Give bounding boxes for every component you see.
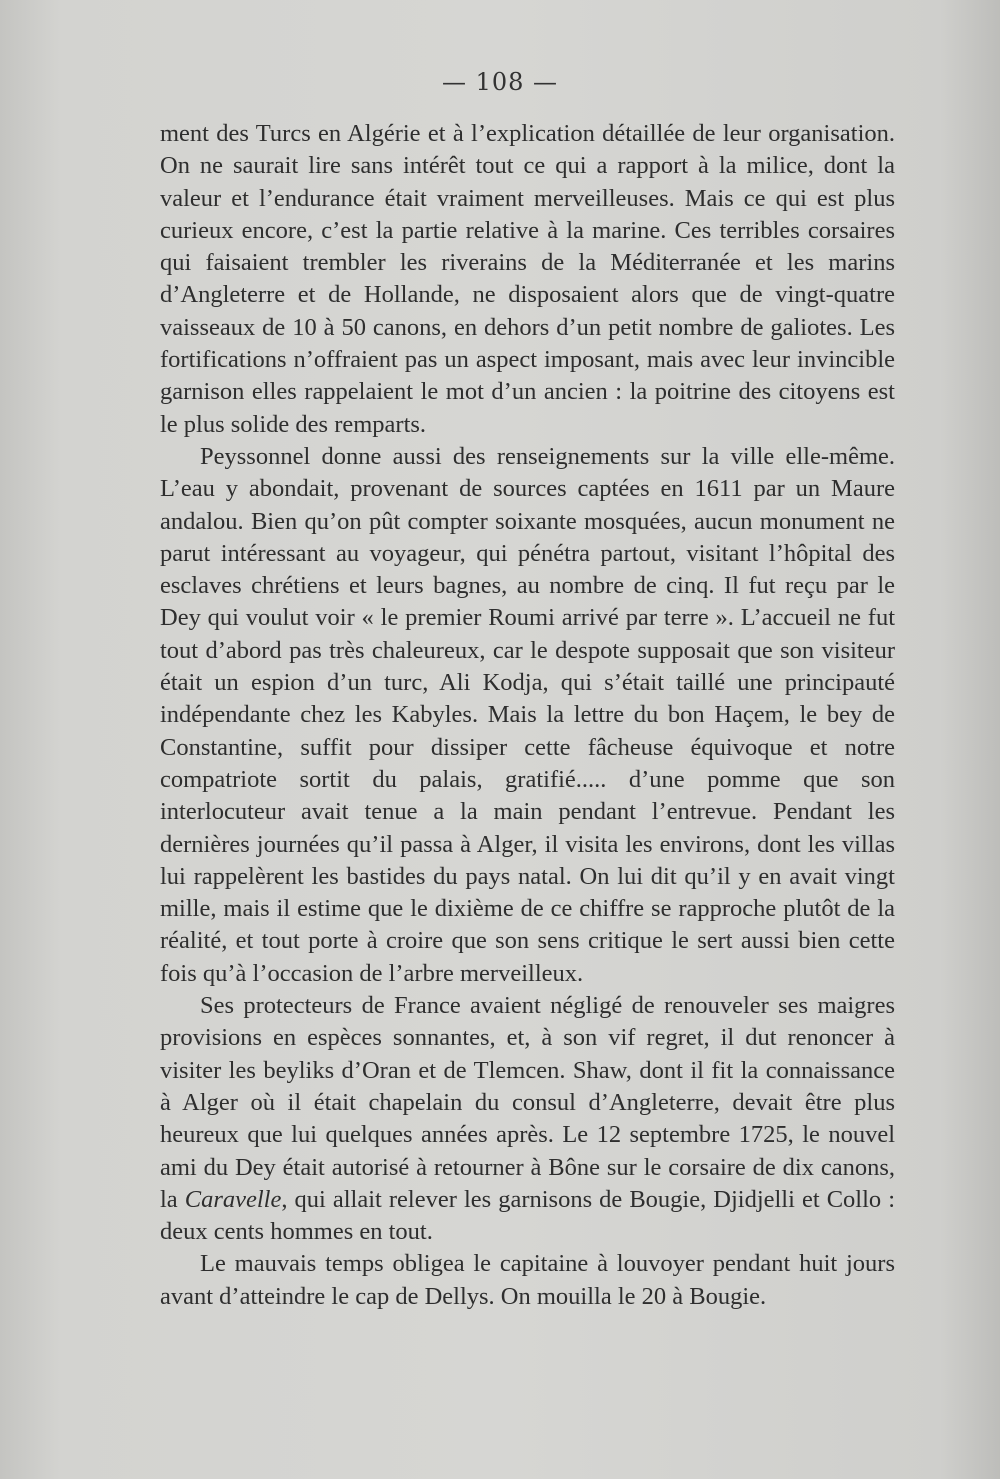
page-number: — 108 — — [441, 68, 559, 96]
paragraph-3-text-b: , qui allait relever les garnisons de Bougie, Djidjelli et Collo : deux cents hommes en tout. — [160, 1185, 895, 1246]
paragraph-4 — [160, 1248, 895, 1313]
paragraph-3 — [160, 990, 895, 1248]
paragraph-1 — [160, 118, 895, 441]
paragraph-3-text-a: Ses protecteurs de France avaient négligé de renouveler ses maigres provisions en espèces sonnantes, et, à son vif regret, il dut renoncer à visiter les beyliks d’Oran et de Tlemcen. Shaw, dont il fit la connaissance à Alger où il était chapelain du consul d’Angleterre, devait être plus heureux que lui quelques années après. Le 12 septembre 1725, le nouvel ami du Dey était autorisé à retourner à Bône sur le corsaire de dix canons, la — [160, 992, 895, 1213]
paragraph-1-text: ment des Turcs en Algérie et à l’explication détaillée de leur organisation. On ne saurait lire sans intérêt tout ce qui a rapport à la milice, dont la valeur et l’endurance était vraiment merveilleuses. Mais ce qui est plus curieux encore, c’est la partie relative à la marine. Ces terribles corsaires qui faisaient trembler les riverains de la Méditerranée et les marins d’Angleterre et de Hollande, ne disposaient alors que de vingt-quatre vaisseaux de 10 à 50 canons, en dehors d’un petit nombre de galiotes. Les fortifications n’offraient pas un aspect imposant, mais avec leur invincible garnison elles rappelaient le mot d’un ancien : la poitrine des citoyens est le plus solide des remparts. — [160, 120, 895, 438]
paragraph-2-text: Peyssonnel donne aussi des renseignements sur la ville elle-même. L’eau y abondait, provenant de sources captées en 1611 par un Maure andalou. Bien qu’on pût compter soixante mosquées, aucun monument ne parut intéressant au voyageur, qui pénétra partout, visitant l’hôpital des esclaves chrétiens et leurs bagnes, au nombre de cinq. Il fut reçu par le Dey qui voulut voir « le premier Roumi arrivé par terre ». L’accueil ne fut tout d’abord pas très chaleureux, car le despote supposait que son visiteur était un espion d’un turc, Ali Kodja, qui s’était taillé une principauté indépendante chez les Kabyles. Mais la lettre du bon Haçem, le bey de Constantine, suffit pour dissiper cette fâcheuse équivoque et notre compatriote sortit du palais, gratifié..... d’une pomme que son interlocuteur avait tenue a la main pendant l’entrevue. Pendant les dernières journées qu’il passa à Alger, il visita les environs, dont les villas lui rappelèrent les bastides du pays natal. On lui dit qu’il y en avait vingt mille, mais il estime que le dixième de ce chiffre se rapproche plutôt de la réalité, et tout porte à croire que son sens critique le sert aussi bien cette fois qu’à l’occasion de l’arbre merveilleux. — [160, 442, 895, 987]
paragraph-2 — [160, 441, 895, 990]
body-text — [160, 118, 895, 1313]
paragraph-4-text: Le mauvais temps obligea le capitaine à louvoyer pendant huit jours avant d’atteindre le cap de Dellys. On mouilla le 20 à Bougie. — [160, 1250, 895, 1310]
ship-name-italic: Caravelle — [184, 1185, 282, 1213]
